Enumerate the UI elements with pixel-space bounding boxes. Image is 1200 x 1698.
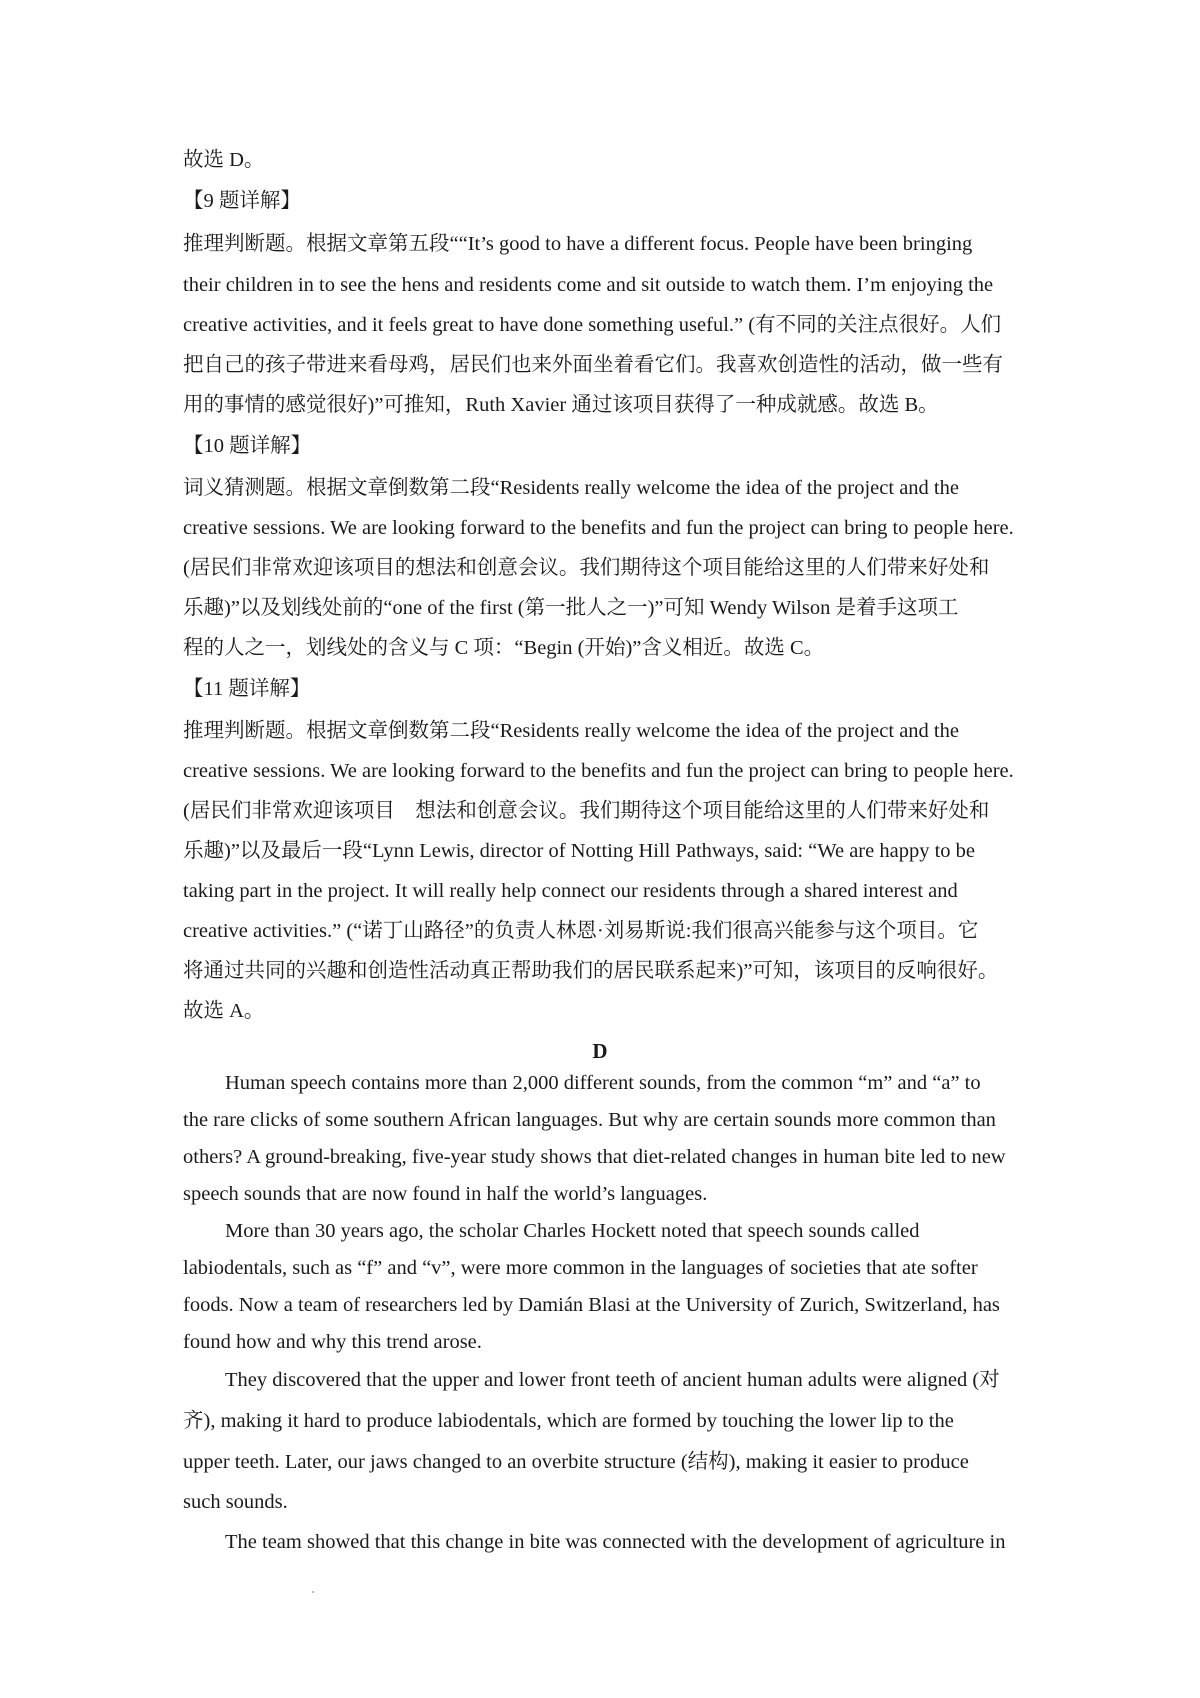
passage-line: speech sounds that are now found in half the world’s languages. <box>183 1183 708 1205</box>
question-11-line: 乐趣)”以及最后一段“Lynn Lewis, director of Notting Hill Pathways, said: “We are happy to be <box>183 840 975 862</box>
passage-line: foods. Now a team of researchers led by Damián Blasi at the University of Zurich, Switzerland, has <box>183 1294 1000 1316</box>
question-10-line: 程的人之一，划线处的含义与 C 项：“Begin (开始)”含义相近。故选 C。 <box>183 637 825 659</box>
question-10-line: (居民们非常欢迎该项目的想法和创意会议。我们期待这个项目能给这里的人们带来好处和 <box>183 557 990 579</box>
question-10-line: 词义猜测题。根据文章倒数第二段“Residents really welcome the idea of the project and the <box>183 477 959 499</box>
passage-line: found how and why this trend arose. <box>183 1331 482 1353</box>
passage-line: others? A ground-breaking, five-year study shows that diet-related changes in human bite led to new <box>183 1146 1006 1168</box>
question-11-line: 故选 A。 <box>183 1000 265 1022</box>
passage-line: the rare clicks of some southern African languages. But why are certain sounds more common than <box>183 1109 996 1131</box>
question-9-line: 推理判断题。根据文章第五段““It’s good to have a different focus. People have been bringing <box>183 233 973 255</box>
scan-speck <box>312 1591 314 1593</box>
question-11-line: taking part in the project. It will really help connect our residents through a shared interest and <box>183 880 958 902</box>
question-10-line: 乐趣)”以及划线处前的“one of the first (第一批人之一)”可知 Wendy Wilson 是着手这项工 <box>183 597 959 619</box>
answer-8-conclusion: 故选 D。 <box>183 149 265 171</box>
passage-line: such sounds. <box>183 1491 288 1513</box>
question-11-line: creative sessions. We are looking forward to the benefits and fun the project can bring to people here. <box>183 760 1014 782</box>
question-9-line: 用的事情的感觉很好)”可推知，Ruth Xavier 通过该项目获得了一种成就感。故选 B。 <box>183 394 939 416</box>
question-11-heading: 【11 题详解】 <box>183 678 311 700</box>
question-11-line: (居民们非常欢迎该项目 想法和创意会议。我们期待这个项目能给这里的人们带来好处和 <box>183 800 990 822</box>
question-9-heading: 【9 题详解】 <box>183 190 301 212</box>
question-11-line: 推理判断题。根据文章倒数第二段“Residents really welcome the idea of the project and the <box>183 720 959 742</box>
question-10-heading: 【10 题详解】 <box>183 435 312 457</box>
question-11-line: 将通过共同的兴趣和创造性活动真正帮助我们的居民联系起来)”可知，该项目的反响很好。 <box>183 960 999 982</box>
passage-line: The team showed that this change in bite was connected with the development of agriculture in <box>225 1531 1006 1553</box>
passage-line: More than 30 years ago, the scholar Charles Hockett noted that speech sounds called <box>225 1220 920 1242</box>
question-9-line: 把自己的孩子带进来看母鸡，居民们也来外面坐着看它们。我喜欢创造性的活动，做一些有 <box>183 354 1003 376</box>
passage-line: 齐), making it hard to produce labiodentals, which are formed by touching the lower lip to the <box>183 1410 954 1432</box>
passage-title: D <box>592 1039 608 1063</box>
question-11-line: creative activities.” (“诺丁山路径”的负责人林恩·刘易斯说:我们很高兴能参与这个项目。它 <box>183 920 979 942</box>
question-9-line: their children in to see the hens and residents come and sit outside to watch them. I’m enjoying the <box>183 274 994 296</box>
passage-line: Human speech contains more than 2,000 different sounds, from the common “m” and “a” to <box>225 1072 981 1094</box>
passage-line: They discovered that the upper and lower front teeth of ancient human adults were aligned (对 <box>225 1369 1000 1391</box>
question-9-line: creative activities, and it feels great to have done something useful.” (有不同的关注点很好。人们 <box>183 314 1002 336</box>
passage-line: labiodentals, such as “f” and “v”, were more common in the languages of societies that ate softer <box>183 1257 978 1279</box>
passage-line: upper teeth. Later, our jaws changed to an overbite structure (结构), making it easier to produce <box>183 1451 969 1473</box>
question-10-line: creative sessions. We are looking forward to the benefits and fun the project can bring to people here. <box>183 517 1014 539</box>
